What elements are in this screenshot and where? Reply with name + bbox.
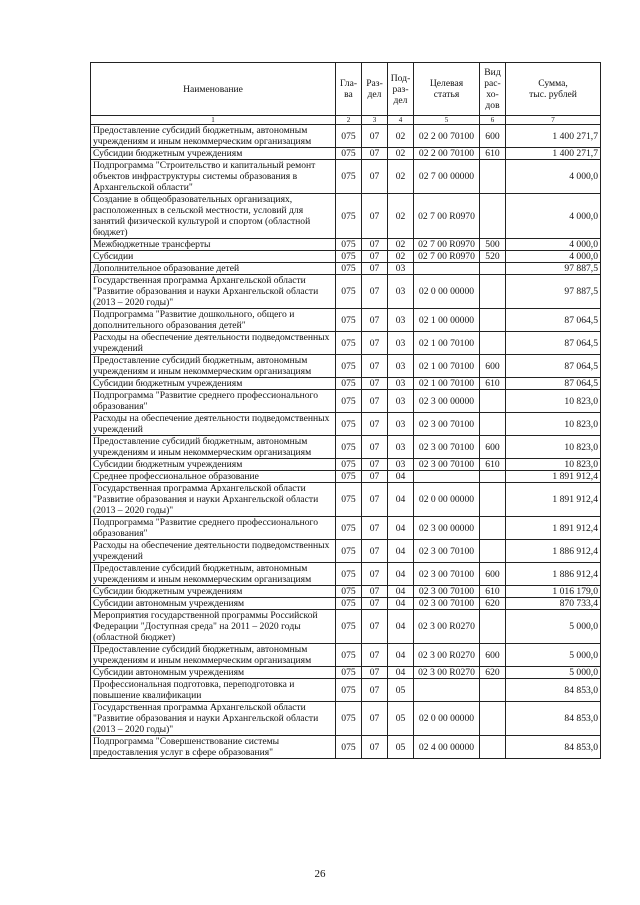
row-glava: 075 — [336, 413, 362, 436]
row-expense-type — [480, 160, 506, 194]
row-expense-type: 610 — [480, 586, 506, 598]
row-razdel: 07 — [362, 563, 388, 586]
row-name: Субсидии — [91, 251, 336, 263]
row-expense-type — [480, 517, 506, 540]
row-expense-type — [480, 275, 506, 309]
col-number: 1 — [91, 116, 336, 125]
table-row — [91, 251, 601, 263]
row-name: Субсидии бюджетным учреждениям — [91, 586, 336, 598]
row-podrazdel: 03 — [388, 263, 414, 275]
row-glava: 075 — [336, 702, 362, 736]
row-target-article: 02 7 00 R0970 — [414, 194, 480, 239]
row-sum: 1 886 912,4 — [506, 540, 601, 563]
row-target-article: 02 3 00 70100 — [414, 586, 480, 598]
table-row — [91, 483, 601, 517]
row-name: Государственная программа Архангельской области "Развитие образования и науки Архангельской области (2013 – 2020 годы)" — [91, 702, 336, 736]
row-name: Субсидии бюджетным учреждениям — [91, 459, 336, 471]
table-row — [91, 736, 601, 759]
row-expense-type — [480, 332, 506, 355]
row-glava: 075 — [336, 610, 362, 644]
column-number-row — [91, 116, 601, 125]
row-glava: 075 — [336, 275, 362, 309]
table-row — [91, 667, 601, 679]
col-number: 4 — [388, 116, 414, 125]
row-glava: 075 — [336, 736, 362, 759]
row-razdel: 07 — [362, 483, 388, 517]
row-name: Мероприятия государственной программы Российской Федерации "Доступная среда" на 2011 – 2020 годы (областной бюджет) — [91, 610, 336, 644]
header-expense-type: Вид рас- хо- дов — [480, 63, 506, 116]
row-name: Предоставление субсидий бюджетным, автономным учреждениям и иным некоммерческим организациям — [91, 125, 336, 148]
table-row — [91, 275, 601, 309]
row-glava: 075 — [336, 667, 362, 679]
row-expense-type — [480, 194, 506, 239]
row-razdel: 07 — [362, 436, 388, 459]
row-expense-type: 620 — [480, 667, 506, 679]
row-name: Предоставление субсидий бюджетным, автономным учреждениям и иным некоммерческим организациям — [91, 355, 336, 378]
row-glava: 075 — [336, 586, 362, 598]
row-sum: 97 887,5 — [506, 263, 601, 275]
row-razdel: 07 — [362, 517, 388, 540]
row-expense-type — [480, 471, 506, 483]
row-sum: 87 064,5 — [506, 378, 601, 390]
row-glava: 075 — [336, 148, 362, 160]
row-podrazdel: 04 — [388, 598, 414, 610]
table-row — [91, 702, 601, 736]
row-target-article: 02 3 00 R0270 — [414, 644, 480, 667]
col-number: 6 — [480, 116, 506, 125]
row-podrazdel: 05 — [388, 702, 414, 736]
row-target-article: 02 3 00 R0270 — [414, 610, 480, 644]
table-row — [91, 263, 601, 275]
row-sum: 87 064,5 — [506, 309, 601, 332]
row-sum: 4 000,0 — [506, 239, 601, 251]
row-podrazdel: 03 — [388, 275, 414, 309]
row-podrazdel: 03 — [388, 390, 414, 413]
row-name: Подпрограмма "Совершенствование системы предоставления услуг в сфере образования" — [91, 736, 336, 759]
row-name: Расходы на обеспечение деятельности подведомственных учреждений — [91, 332, 336, 355]
row-expense-type: 500 — [480, 239, 506, 251]
row-razdel: 07 — [362, 275, 388, 309]
row-razdel: 07 — [362, 540, 388, 563]
table-row — [91, 148, 601, 160]
row-podrazdel: 02 — [388, 251, 414, 263]
header-podrazdel: Под- раз- дел — [388, 63, 414, 116]
row-podrazdel: 02 — [388, 125, 414, 148]
table-row — [91, 610, 601, 644]
row-target-article: 02 3 00 R0270 — [414, 667, 480, 679]
col-number: 5 — [414, 116, 480, 125]
row-target-article — [414, 471, 480, 483]
row-expense-type — [480, 702, 506, 736]
row-target-article: 02 7 00 R0970 — [414, 251, 480, 263]
row-expense-type: 610 — [480, 148, 506, 160]
row-razdel: 07 — [362, 355, 388, 378]
row-razdel: 07 — [362, 251, 388, 263]
row-expense-type — [480, 390, 506, 413]
row-glava: 075 — [336, 125, 362, 148]
row-expense-type: 600 — [480, 644, 506, 667]
row-glava: 075 — [336, 332, 362, 355]
header-glava: Гла- ва — [336, 63, 362, 116]
table-row — [91, 517, 601, 540]
table-row — [91, 598, 601, 610]
row-name: Субсидии автономным учреждениям — [91, 667, 336, 679]
row-name: Предоставление субсидий бюджетным, автономным учреждениям и иным некоммерческим организациям — [91, 563, 336, 586]
header-target-article: Целевая статья — [414, 63, 480, 116]
row-glava: 075 — [336, 483, 362, 517]
row-razdel: 07 — [362, 679, 388, 702]
row-podrazdel: 03 — [388, 332, 414, 355]
row-sum: 87 064,5 — [506, 355, 601, 378]
row-sum: 10 823,0 — [506, 436, 601, 459]
row-razdel: 07 — [362, 125, 388, 148]
header-razdel: Раз- дел — [362, 63, 388, 116]
header-name: Наименование — [91, 63, 336, 116]
row-glava: 075 — [336, 355, 362, 378]
row-razdel: 07 — [362, 598, 388, 610]
row-glava: 075 — [336, 679, 362, 702]
row-razdel: 07 — [362, 736, 388, 759]
table-row — [91, 378, 601, 390]
row-expense-type: 600 — [480, 436, 506, 459]
row-razdel: 07 — [362, 702, 388, 736]
row-podrazdel: 03 — [388, 436, 414, 459]
row-podrazdel: 03 — [388, 413, 414, 436]
row-sum: 97 887,5 — [506, 275, 601, 309]
col-number: 7 — [506, 116, 601, 125]
row-glava: 075 — [336, 239, 362, 251]
row-podrazdel: 04 — [388, 563, 414, 586]
row-expense-type — [480, 413, 506, 436]
row-target-article: 02 0 00 00000 — [414, 275, 480, 309]
row-razdel: 07 — [362, 309, 388, 332]
row-glava: 075 — [336, 598, 362, 610]
row-podrazdel: 04 — [388, 667, 414, 679]
row-sum: 84 853,0 — [506, 702, 601, 736]
row-name: Расходы на обеспечение деятельности подведомственных учреждений — [91, 540, 336, 563]
col-number: 2 — [336, 116, 362, 125]
table-row — [91, 125, 601, 148]
row-glava: 075 — [336, 194, 362, 239]
row-name: Подпрограмма "Развитие среднего профессионального образования" — [91, 517, 336, 540]
row-razdel: 07 — [362, 148, 388, 160]
row-sum: 5 000,0 — [506, 644, 601, 667]
row-name: Государственная программа Архангельской области "Развитие образования и науки Архангельской области (2013 – 2020 годы)" — [91, 275, 336, 309]
row-razdel: 07 — [362, 263, 388, 275]
row-glava: 075 — [336, 563, 362, 586]
row-sum: 84 853,0 — [506, 679, 601, 702]
table-row — [91, 459, 601, 471]
table-row — [91, 390, 601, 413]
row-sum: 10 823,0 — [506, 459, 601, 471]
row-name: Предоставление субсидий бюджетным, автономным учреждениям и иным некоммерческим организациям — [91, 436, 336, 459]
row-target-article: 02 1 00 00000 — [414, 309, 480, 332]
row-target-article: 02 7 00 00000 — [414, 160, 480, 194]
row-name: Субсидии автономным учреждениям — [91, 598, 336, 610]
row-sum: 1 891 912,4 — [506, 471, 601, 483]
row-target-article: 02 4 00 00000 — [414, 736, 480, 759]
row-expense-type — [480, 540, 506, 563]
row-expense-type — [480, 610, 506, 644]
row-target-article: 02 1 00 70100 — [414, 332, 480, 355]
row-name: Дополнительное образование детей — [91, 263, 336, 275]
row-sum: 1 400 271,7 — [506, 125, 601, 148]
row-target-article: 02 7 00 R0970 — [414, 239, 480, 251]
row-glava: 075 — [336, 471, 362, 483]
row-name: Создание в общеобразовательных организациях, расположенных в сельской местности, условий для занятий физической культурой и спортом (областной бюджет) — [91, 194, 336, 239]
row-sum: 5 000,0 — [506, 667, 601, 679]
table-row — [91, 563, 601, 586]
row-expense-type: 610 — [480, 378, 506, 390]
row-name: Государственная программа Архангельской области "Развитие образования и науки Архангельской области (2013 – 2020 годы)" — [91, 483, 336, 517]
row-razdel: 07 — [362, 459, 388, 471]
row-sum: 1 891 912,4 — [506, 517, 601, 540]
row-podrazdel: 02 — [388, 160, 414, 194]
row-sum: 87 064,5 — [506, 332, 601, 355]
row-razdel: 07 — [362, 160, 388, 194]
row-sum: 4 000,0 — [506, 194, 601, 239]
row-podrazdel: 02 — [388, 194, 414, 239]
row-name: Межбюджетные трансферты — [91, 239, 336, 251]
table-row — [91, 540, 601, 563]
row-expense-type — [480, 309, 506, 332]
row-podrazdel: 04 — [388, 471, 414, 483]
row-podrazdel: 03 — [388, 355, 414, 378]
row-name: Расходы на обеспечение деятельности подведомственных учреждений — [91, 413, 336, 436]
row-razdel: 07 — [362, 239, 388, 251]
row-target-article: 02 3 00 00000 — [414, 517, 480, 540]
row-sum: 5 000,0 — [506, 610, 601, 644]
row-target-article — [414, 263, 480, 275]
row-target-article: 02 3 00 00000 — [414, 390, 480, 413]
row-podrazdel: 02 — [388, 239, 414, 251]
row-sum: 4 000,0 — [506, 160, 601, 194]
table-row — [91, 160, 601, 194]
row-target-article: 02 1 00 70100 — [414, 355, 480, 378]
row-glava: 075 — [336, 309, 362, 332]
row-expense-type — [480, 483, 506, 517]
row-sum: 10 823,0 — [506, 413, 601, 436]
row-razdel: 07 — [362, 471, 388, 483]
table-row — [91, 413, 601, 436]
row-target-article: 02 0 00 00000 — [414, 702, 480, 736]
row-expense-type: 620 — [480, 598, 506, 610]
table-row — [91, 239, 601, 251]
row-glava: 075 — [336, 436, 362, 459]
budget-table — [90, 62, 601, 759]
row-name: Предоставление субсидий бюджетным, автономным учреждениям и иным некоммерческим организациям — [91, 644, 336, 667]
row-expense-type: 610 — [480, 459, 506, 471]
row-name: Подпрограмма "Развитие дошкольного, общего и дополнительного образования детей" — [91, 309, 336, 332]
row-expense-type — [480, 736, 506, 759]
table-row — [91, 586, 601, 598]
page-number: 26 — [314, 868, 326, 880]
row-target-article — [414, 679, 480, 702]
row-razdel: 07 — [362, 667, 388, 679]
row-glava: 075 — [336, 540, 362, 563]
table-row — [91, 679, 601, 702]
row-glava: 075 — [336, 160, 362, 194]
row-podrazdel: 05 — [388, 679, 414, 702]
table-row — [91, 471, 601, 483]
table-row — [91, 436, 601, 459]
row-podrazdel: 04 — [388, 517, 414, 540]
row-sum: 10 823,0 — [506, 390, 601, 413]
row-glava: 075 — [336, 378, 362, 390]
row-podrazdel: 04 — [388, 610, 414, 644]
row-target-article: 02 3 00 70100 — [414, 436, 480, 459]
col-number: 3 — [362, 116, 388, 125]
row-podrazdel: 03 — [388, 378, 414, 390]
row-target-article: 02 3 00 70100 — [414, 563, 480, 586]
table-row — [91, 309, 601, 332]
row-glava: 075 — [336, 251, 362, 263]
row-podrazdel: 02 — [388, 148, 414, 160]
row-glava: 075 — [336, 263, 362, 275]
row-sum: 1 016 179,0 — [506, 586, 601, 598]
row-sum: 84 853,0 — [506, 736, 601, 759]
row-razdel: 07 — [362, 332, 388, 355]
row-sum: 1 891 912,4 — [506, 483, 601, 517]
row-name: Среднее профессиональное образование — [91, 471, 336, 483]
row-target-article: 02 3 00 70100 — [414, 413, 480, 436]
row-podrazdel: 05 — [388, 736, 414, 759]
table-row — [91, 644, 601, 667]
row-podrazdel: 04 — [388, 644, 414, 667]
row-glava: 075 — [336, 644, 362, 667]
row-razdel: 07 — [362, 644, 388, 667]
row-podrazdel: 03 — [388, 309, 414, 332]
row-name: Субсидии бюджетным учреждениям — [91, 148, 336, 160]
row-name: Профессиональная подготовка, переподготовка и повышение квалификации — [91, 679, 336, 702]
table-row — [91, 194, 601, 239]
row-expense-type: 600 — [480, 563, 506, 586]
row-expense-type: 600 — [480, 125, 506, 148]
row-target-article: 02 3 00 70100 — [414, 540, 480, 563]
row-target-article: 02 3 00 70100 — [414, 459, 480, 471]
row-podrazdel: 04 — [388, 586, 414, 598]
header-row — [91, 63, 601, 116]
row-razdel: 07 — [362, 413, 388, 436]
row-expense-type — [480, 263, 506, 275]
row-podrazdel: 04 — [388, 483, 414, 517]
row-sum: 4 000,0 — [506, 251, 601, 263]
row-razdel: 07 — [362, 194, 388, 239]
row-razdel: 07 — [362, 390, 388, 413]
row-glava: 075 — [336, 390, 362, 413]
row-razdel: 07 — [362, 610, 388, 644]
row-glava: 075 — [336, 459, 362, 471]
row-expense-type — [480, 679, 506, 702]
row-glava: 075 — [336, 517, 362, 540]
row-name: Субсидии бюджетным учреждениям — [91, 378, 336, 390]
row-sum: 1 886 912,4 — [506, 563, 601, 586]
header-sum: Сумма, тыс. рублей — [506, 63, 601, 116]
row-name: Подпрограмма "Строительство и капитальный ремонт объектов инфраструктуры системы образования в Архангельской области" — [91, 160, 336, 194]
row-expense-type: 520 — [480, 251, 506, 263]
row-target-article: 02 1 00 70100 — [414, 378, 480, 390]
row-podrazdel: 03 — [388, 459, 414, 471]
row-target-article: 02 2 00 70100 — [414, 125, 480, 148]
row-podrazdel: 04 — [388, 540, 414, 563]
row-target-article: 02 0 00 00000 — [414, 483, 480, 517]
row-target-article: 02 3 00 70100 — [414, 598, 480, 610]
row-razdel: 07 — [362, 586, 388, 598]
row-name: Подпрограмма "Развитие среднего профессионального образования" — [91, 390, 336, 413]
row-expense-type: 600 — [480, 355, 506, 378]
row-sum: 870 733,4 — [506, 598, 601, 610]
table-row — [91, 355, 601, 378]
row-sum: 1 400 271,7 — [506, 148, 601, 160]
table-row — [91, 332, 601, 355]
row-target-article: 02 2 00 70100 — [414, 148, 480, 160]
row-razdel: 07 — [362, 378, 388, 390]
